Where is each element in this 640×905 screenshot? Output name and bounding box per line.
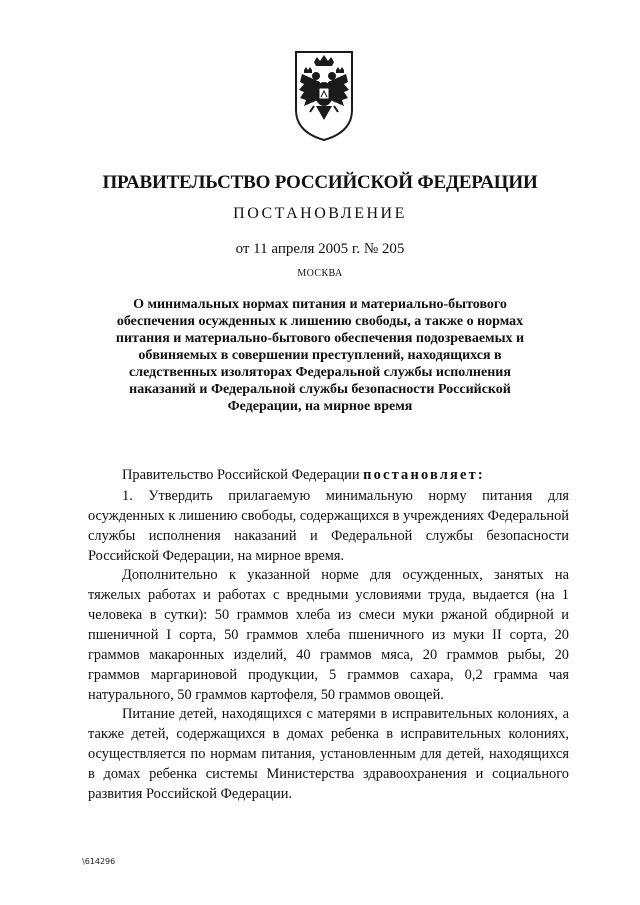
document-code: \614296 xyxy=(82,857,116,866)
document-title: О минимальных нормах питания и материально-бытового обеспечения осужденных к лишению свободы, а также о нормах питания и материально-бытового обеспечения подозреваемых и обвиняемых в совершении преступлений, находящихся в следственных изоляторах Федеральной службы исполнения наказаний и Федеральной службы безопасности Российской Федерации, на мирное время xyxy=(115,297,525,414)
lead-text: Правительство Российской Федерации xyxy=(122,467,364,483)
lead-verb: постановляет: xyxy=(363,467,485,483)
city: МОСКВА xyxy=(297,268,343,279)
government-heading: ПРАВИТЕЛЬСТВО РОССИЙСКОЙ ФЕДЕРАЦИИ xyxy=(102,172,538,193)
paragraph-2 xyxy=(88,565,569,705)
paragraph-1 xyxy=(88,486,569,566)
paragraph-3 xyxy=(88,704,569,804)
paragraph-2-text: Дополнительно к указанной норме для осужденных, занятых на тяжелых работах и работах с вредными условиями труда, выдается (на 1 человека в сутки): 50 граммов хлеба из смеси муки ржаной обдирной и пшеничной I сорта, 50 граммов хлеба пшеничного из муки II сорта, 20 граммов макаронных изделий, 40 граммов мяса, 20 граммов рыбы, 20 граммов маргариновой продукции, 5 граммов сахара, 0,2 грамма чая натурального, 50 граммов картофеля, 50 граммов овощей. xyxy=(88,567,569,703)
paragraph-1-text: 1. Утвердить прилагаемую минимальную норму питания для осужденных к лишению свободы, содержащихся в учреждениях Федеральной службы исполнения наказаний и Федеральной службы безопасности Российской Федерации, на мирное время. xyxy=(88,488,569,564)
lead-paragraph xyxy=(88,465,569,485)
document-type: ПОСТАНОВЛЕНИЕ xyxy=(233,205,407,222)
paragraph-3-text: Питание детей, находящихся с матерями в исправительных колониях, а также детей, содержащихся в домах ребенка в исправительных колониях, осуществляется по нормам питания, установленным для детей, находящихся в домах ребенка системы Министерства здравоохранения и социального развития Российской Федерации. xyxy=(88,706,569,802)
coat-of-arms-icon xyxy=(290,48,358,144)
date-and-number: от 11 апреля 2005 г. № 205 xyxy=(235,241,405,257)
